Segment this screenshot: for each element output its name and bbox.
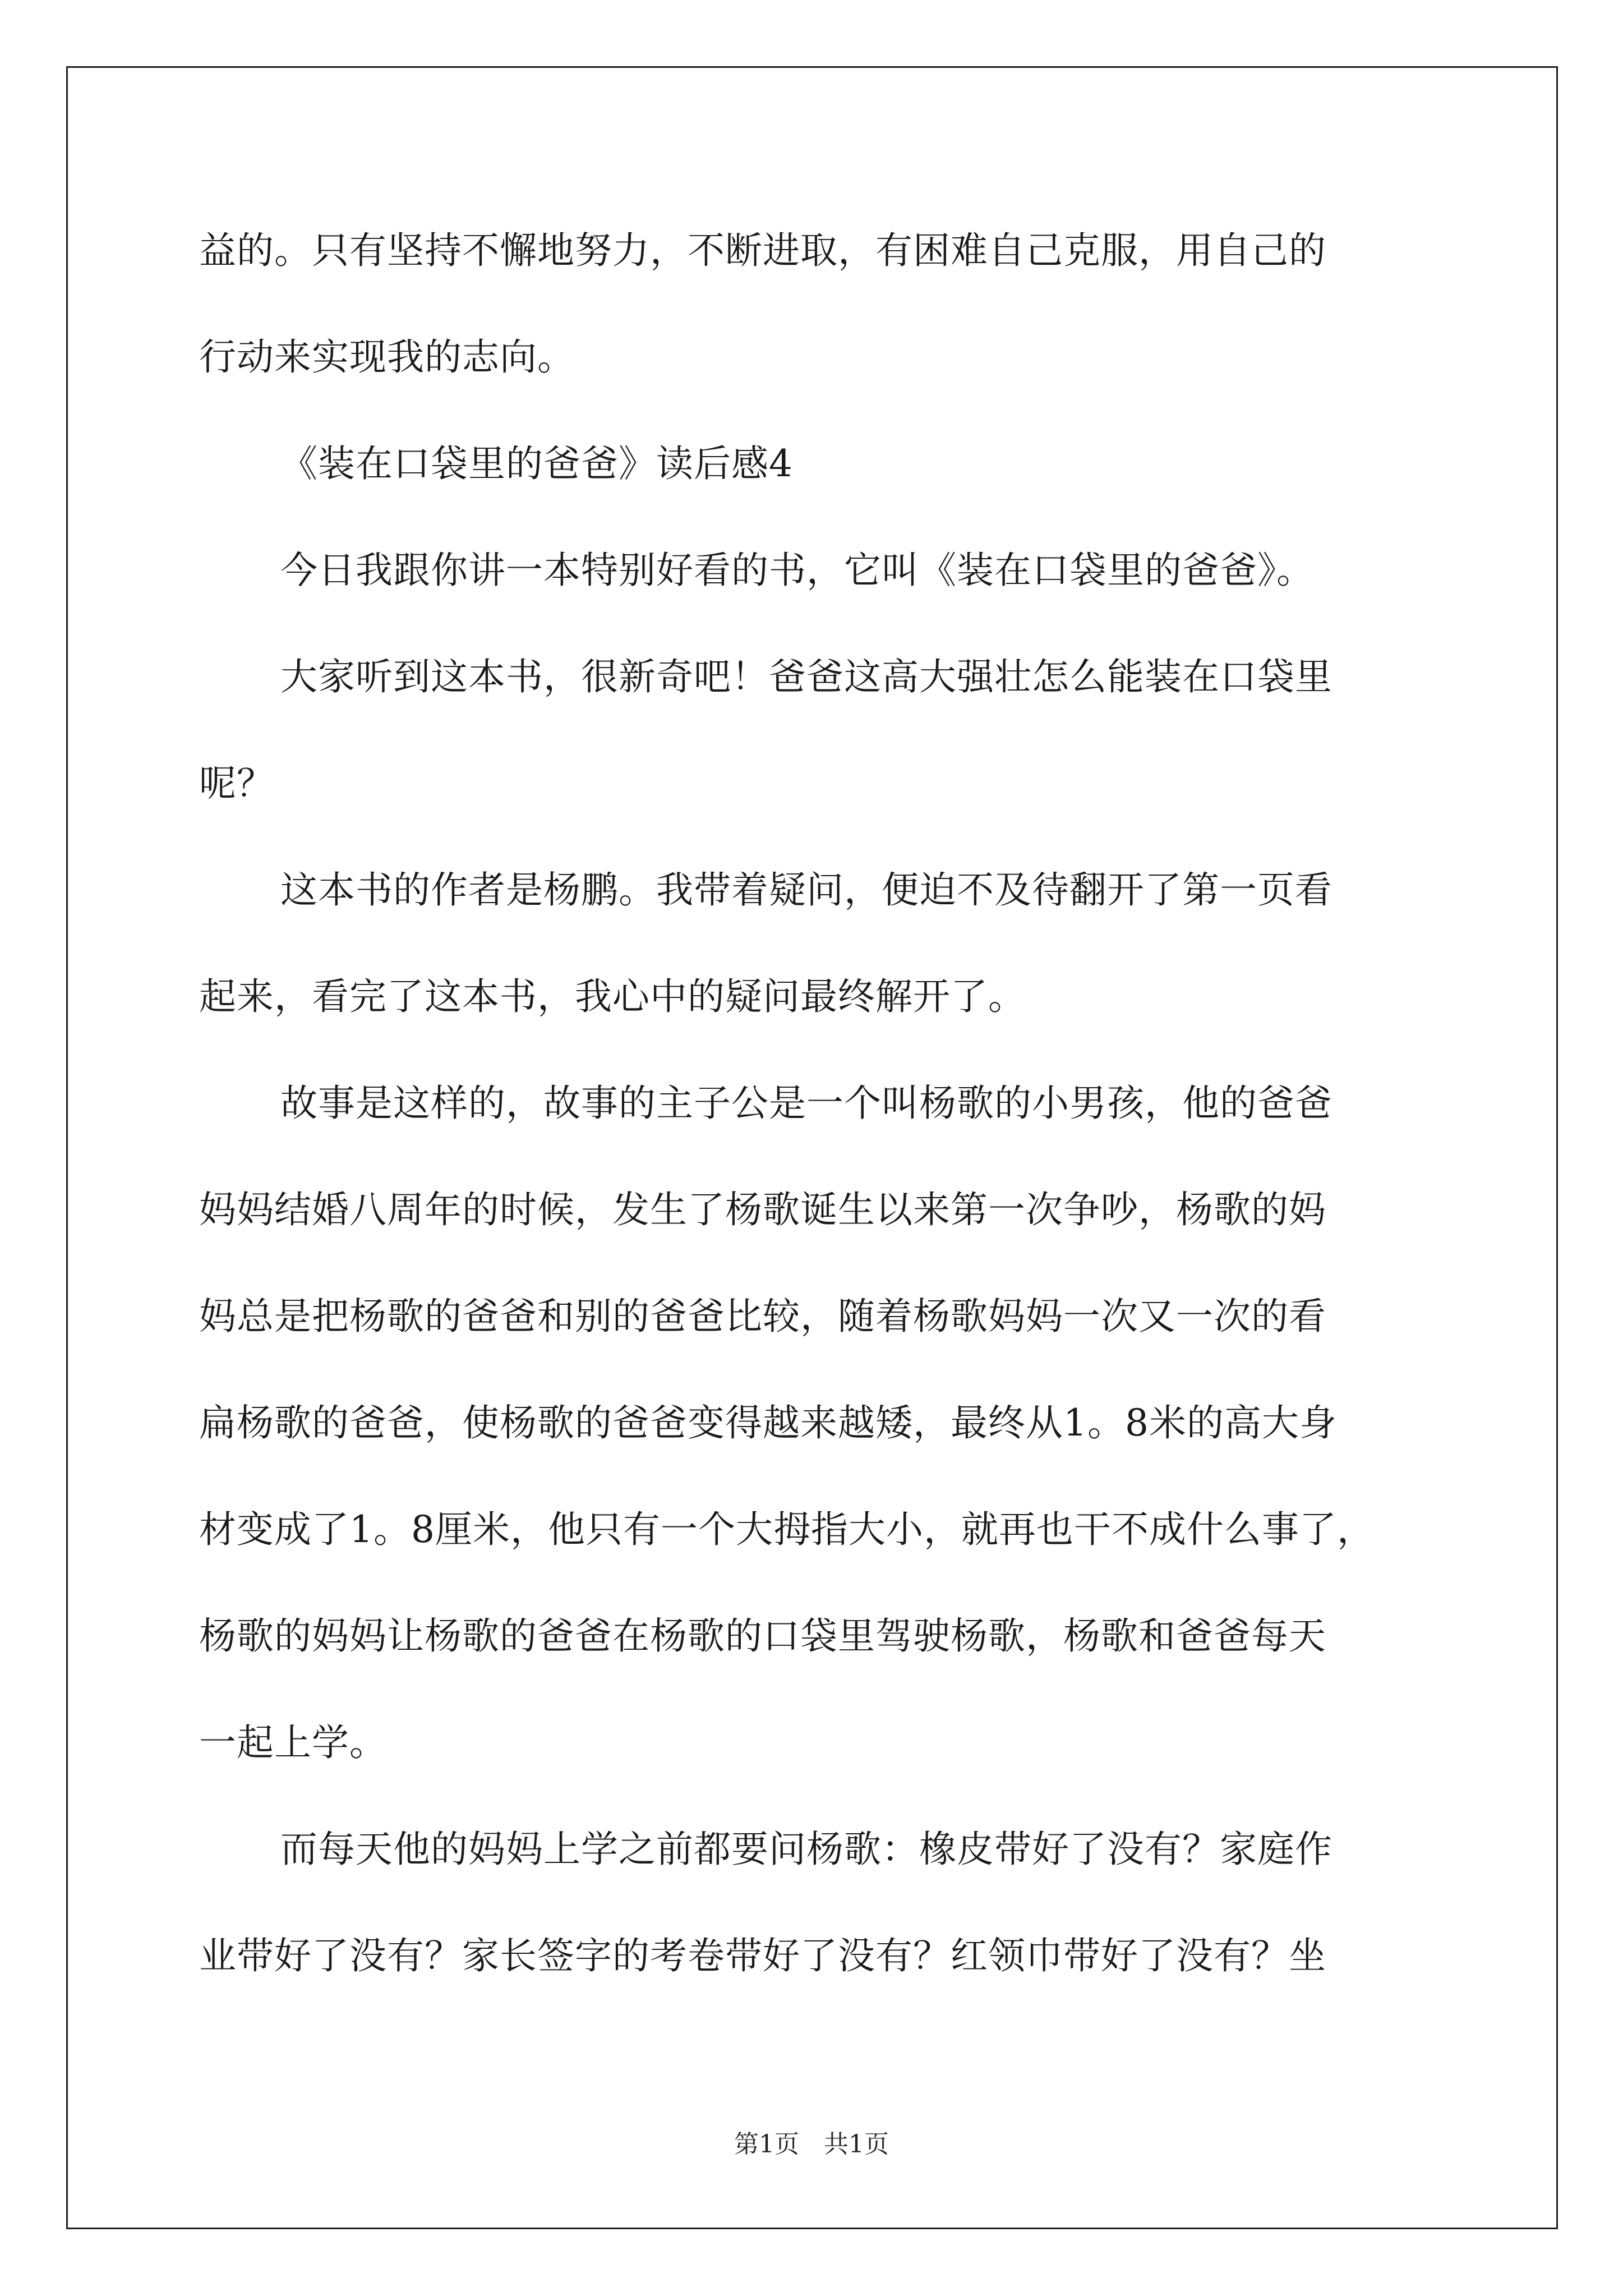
text-line: 材变成了1。8厘米，他只有一个大拇指大小，就再也干不成什么事了， [199, 1508, 1375, 1551]
text-line: 故事是这样的，故事的主子公是一个叫杨歌的小男孩，他的爸爸 [280, 1082, 1332, 1125]
text-line: 杨歌的妈妈让杨歌的爸爸在杨歌的口袋里驾驶杨歌，杨歌和爸爸每天 [199, 1614, 1326, 1658]
text-line: 起来，看完了这本书，我心中的疑问最终解开了。 [199, 975, 1026, 1018]
text-line: 大家听到这本书，很新奇吧！爸爸这高大强壮怎么能装在口袋里 [280, 655, 1332, 698]
text-line: 行动来实现我的志向。 [199, 335, 575, 379]
text-line: 妈总是把杨歌的爸爸和别的爸爸比较，随着杨歌妈妈一次又一次的看 [199, 1295, 1326, 1338]
page-border [66, 66, 1558, 2229]
text-line: 业带好了没有？家长签字的考卷带好了没有？红领巾带好了没有？坐 [199, 1934, 1326, 1977]
text-line: 这本书的作者是杨鹏。我带着疑问，便迫不及待翻开了第一页看 [280, 868, 1332, 912]
page-footer: 第1页 共1页 [734, 2130, 889, 2159]
text-line: 一起上学。 [199, 1721, 387, 1764]
text-line: 今日我跟你讲一本特别好看的书，它叫《装在口袋里的爸爸》。 [280, 549, 1314, 592]
section-heading: 《装在口袋里的爸爸》读后感4 [280, 442, 793, 485]
text-line: 呢？ [199, 762, 274, 805]
text-line: 而每天他的妈妈上学之前都要问杨歌：橡皮带好了没有？家庭作 [280, 1828, 1332, 1871]
text-line: 妈妈结婚八周年的时候，发生了杨歌诞生以来第一次争吵，杨歌的妈 [199, 1188, 1326, 1231]
text-line: 益的。只有坚持不懈地努力，不断进取，有困难自己克服，用自己的 [199, 229, 1326, 272]
text-line: 扁杨歌的爸爸，使杨歌的爸爸变得越来越矮，最终从1。8米的高大身 [199, 1401, 1337, 1444]
